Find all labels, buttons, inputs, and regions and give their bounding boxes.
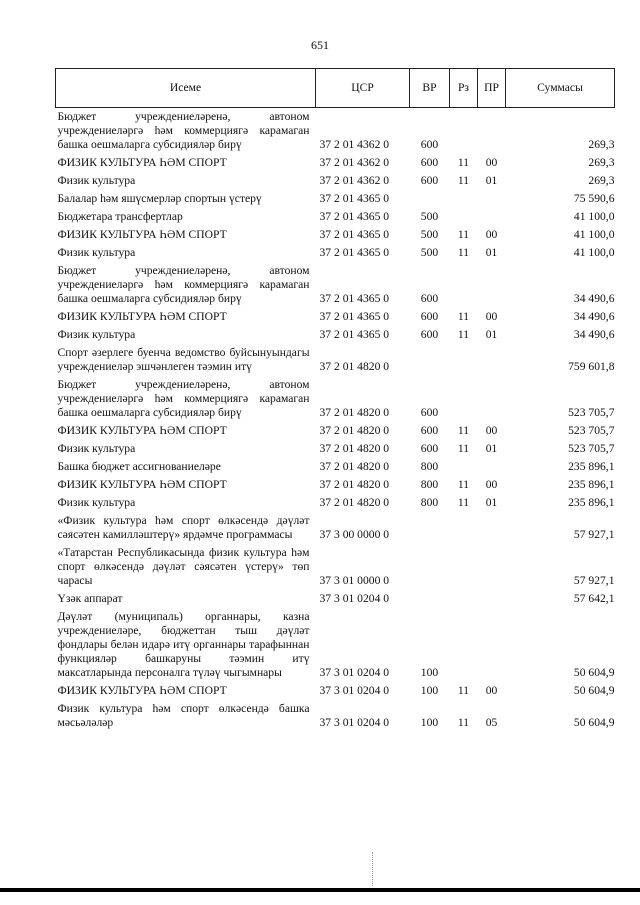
- cell-pr: [478, 608, 506, 682]
- table-row: [56, 512, 615, 544]
- cell-name: Спорт әзерлеге буенча ведомство буйсынуындагы учреждениеләр эшчәнлеген тәэмин итү: [57, 346, 310, 373]
- cell-vr: 500: [420, 246, 439, 259]
- cell-name: ФИЗИК КУЛЬТУРА ҺӘМ СПОРТ: [57, 228, 227, 241]
- cell-rz: 11: [457, 156, 470, 169]
- table-row: [56, 700, 615, 732]
- cell-pr: 00: [485, 478, 498, 491]
- cell-rz: 11: [457, 246, 470, 259]
- page-number: 651: [311, 38, 329, 52]
- cell-pr: [478, 376, 506, 422]
- cell-csr: 37 2 01 4365 0: [319, 228, 390, 241]
- cell-vr: 100: [420, 666, 439, 679]
- page-bottom-border: [0, 888, 640, 892]
- cell-csr: 37 2 01 4365 0: [319, 292, 390, 305]
- cell-pr: 01: [485, 328, 498, 341]
- cell-csr: 37 2 01 4820 0: [319, 360, 390, 373]
- cell-vr: 600: [420, 138, 439, 151]
- cell-pr: [478, 208, 506, 226]
- cell-sum: 523 705,7: [568, 442, 615, 455]
- cell-pr: 00: [485, 228, 498, 241]
- cell-name: Балалар һәм яшүсмерләр спортын үстерү: [57, 192, 262, 205]
- cell-name: Үзәк аппарат: [57, 592, 123, 605]
- cell-rz: [450, 108, 478, 155]
- cell-vr: 800: [420, 478, 439, 491]
- budget-table: [55, 68, 615, 732]
- header-pr: ПР: [478, 69, 506, 108]
- table-row: [56, 682, 615, 700]
- cell-rz: 11: [457, 496, 470, 509]
- cell-vr: 100: [420, 716, 439, 729]
- cell-sum: 50 604,9: [573, 684, 615, 697]
- cell-sum: 269,3: [588, 174, 615, 187]
- cell-rz: [450, 190, 478, 208]
- cell-name: Физик культура: [57, 496, 136, 509]
- cell-name: Физик культура һәм спорт өлкәсендә башка мәсьәләләр: [57, 702, 310, 729]
- header-name: Исеме: [56, 69, 316, 108]
- cell-name: Дәүләт (муниципаль) органнары, казна учреждениеләре, бюджеттан тыш дәүләт фондлары белән идарә итү органнары тарафыннан функцияләр башкаруны тәэмин итү максатларында персоналга түләү чыгымнары: [57, 610, 310, 679]
- cell-name: Бюджет учреждениеләренә, автоном учреждениеләргә һәм коммерциягә карамаган башка оешмаларга субсидияләр бирү: [57, 110, 310, 151]
- cell-csr: 37 2 01 4820 0: [319, 406, 390, 419]
- table-row: [56, 190, 615, 208]
- cell-vr: [410, 590, 450, 608]
- table-row: [56, 308, 615, 326]
- cell-pr: [478, 544, 506, 590]
- table-body: [56, 108, 615, 733]
- cell-name: Физик культура: [57, 442, 136, 455]
- cell-csr: 37 2 01 4365 0: [319, 328, 390, 341]
- cell-csr: 37 2 01 4820 0: [319, 424, 390, 437]
- cell-csr: 37 3 00 0000 0: [319, 528, 390, 541]
- cell-csr: 37 3 01 0204 0: [319, 716, 390, 729]
- cell-sum: 269,3: [588, 156, 615, 169]
- cell-rz: [450, 376, 478, 422]
- cell-pr: 01: [485, 246, 498, 259]
- cell-rz: [450, 344, 478, 376]
- cell-pr: 01: [485, 174, 498, 187]
- cell-csr: 37 3 01 0000 0: [319, 574, 390, 587]
- cell-sum: 57 927,1: [573, 528, 615, 541]
- cell-vr: 600: [420, 328, 439, 341]
- cell-sum: 57 927,1: [573, 574, 615, 587]
- cell-name: ФИЗИК КУЛЬТУРА ҺӘМ СПОРТ: [57, 424, 227, 437]
- table-row: [56, 494, 615, 512]
- table-row: [56, 262, 615, 308]
- cell-vr: 600: [420, 156, 439, 169]
- cell-pr: 00: [485, 684, 498, 697]
- cell-pr: 00: [485, 156, 498, 169]
- table-row: [56, 244, 615, 262]
- cell-rz: 11: [457, 328, 470, 341]
- cell-vr: 600: [420, 174, 439, 187]
- cell-pr: 01: [485, 496, 498, 509]
- cell-name: ФИЗИК КУЛЬТУРА ҺӘМ СПОРТ: [57, 478, 227, 491]
- cell-csr: 37 2 01 4362 0: [319, 174, 390, 187]
- cell-name: Физик культура: [57, 246, 136, 259]
- table-row: [56, 422, 615, 440]
- table-row: [56, 226, 615, 244]
- table-row: [56, 590, 615, 608]
- cell-sum: 75 590,6: [573, 192, 615, 205]
- cell-sum: 235 896,1: [568, 460, 615, 473]
- table-row: [56, 544, 615, 590]
- table-row: [56, 440, 615, 458]
- cell-pr: [478, 512, 506, 544]
- cell-vr: [410, 344, 450, 376]
- cell-pr: [478, 108, 506, 155]
- cell-rz: [450, 208, 478, 226]
- header-sum: Суммасы: [506, 69, 615, 108]
- cell-csr: 37 2 01 4365 0: [319, 246, 390, 259]
- cell-rz: [450, 590, 478, 608]
- cell-vr: 600: [420, 310, 439, 323]
- cell-name: Бюджетара трансфертлар: [57, 210, 183, 223]
- table-row: [56, 458, 615, 476]
- cell-sum: 34 490,6: [573, 310, 615, 323]
- cell-rz: [450, 608, 478, 682]
- cell-pr: 00: [485, 424, 498, 437]
- cell-pr: 05: [485, 716, 498, 729]
- cell-sum: 523 705,7: [568, 424, 615, 437]
- cell-csr: 37 2 01 4365 0: [319, 192, 390, 205]
- cell-rz: 11: [457, 442, 470, 455]
- cell-name: Бюджет учреждениеләренә, автоном учреждениеләргә һәм коммерциягә карамаган башка оешмаларга субсидияләр бирү: [57, 264, 310, 305]
- cell-vr: 100: [420, 684, 439, 697]
- cell-sum: 523 705,7: [568, 406, 615, 419]
- cell-csr: 37 2 01 4820 0: [319, 460, 390, 473]
- cell-rz: [450, 262, 478, 308]
- cell-csr: 37 2 01 4362 0: [319, 156, 390, 169]
- cell-vr: [410, 190, 450, 208]
- table-row: [56, 608, 615, 682]
- cell-csr: 37 2 01 4365 0: [319, 210, 390, 223]
- cell-vr: 800: [420, 496, 439, 509]
- cell-csr: 37 2 01 4820 0: [319, 442, 390, 455]
- cell-sum: 57 642,1: [573, 592, 615, 605]
- cell-csr: 37 3 01 0204 0: [319, 666, 390, 679]
- cell-pr: [478, 262, 506, 308]
- cell-name: Физик культура: [57, 328, 136, 341]
- cell-csr: 37 2 01 4365 0: [319, 310, 390, 323]
- cell-sum: 235 896,1: [568, 496, 615, 509]
- cell-rz: 11: [457, 478, 470, 491]
- cell-rz: [450, 458, 478, 476]
- table-header-row: [56, 69, 615, 108]
- cell-pr: [478, 590, 506, 608]
- cell-vr: 600: [420, 442, 439, 455]
- cell-sum: 50 604,9: [573, 716, 615, 729]
- header-vr: ВР: [410, 69, 450, 108]
- cell-vr: [410, 512, 450, 544]
- cell-vr: 500: [420, 210, 439, 223]
- cell-rz: 11: [457, 716, 470, 729]
- cell-sum: 34 490,6: [573, 292, 615, 305]
- cell-name: Физик культура: [57, 174, 136, 187]
- table-row: [56, 376, 615, 422]
- cell-vr: 600: [420, 424, 439, 437]
- cell-csr: 37 3 01 0204 0: [319, 684, 390, 697]
- table-row: [56, 154, 615, 172]
- cell-sum: 34 490,6: [573, 328, 615, 341]
- cell-rz: 11: [457, 174, 470, 187]
- table-row: [56, 344, 615, 376]
- cell-pr: 00: [485, 310, 498, 323]
- table-row: [56, 172, 615, 190]
- cell-vr: 600: [420, 292, 439, 305]
- cell-sum: 269,3: [588, 138, 615, 151]
- cell-name: «Татарстан Республикасында физик культура һәм спорт өлкәсендә дәүләт сәясәтен үстерү» төп чарасы: [57, 546, 310, 587]
- scan-artifact: [372, 852, 374, 886]
- cell-rz: 11: [457, 228, 470, 241]
- cell-sum: 235 896,1: [568, 478, 615, 491]
- table-row: [56, 108, 615, 155]
- cell-sum: 50 604,9: [573, 666, 615, 679]
- cell-rz: 11: [457, 424, 470, 437]
- table-row: [56, 326, 615, 344]
- cell-vr: 800: [420, 460, 439, 473]
- cell-csr: 37 2 01 4820 0: [319, 478, 390, 491]
- cell-rz: 11: [457, 684, 470, 697]
- cell-sum: 41 100,0: [573, 210, 615, 223]
- cell-vr: 600: [420, 406, 439, 419]
- cell-pr: [478, 344, 506, 376]
- cell-pr: [478, 458, 506, 476]
- cell-csr: 37 2 01 4820 0: [319, 496, 390, 509]
- header-csr: ЦСР: [316, 69, 410, 108]
- cell-vr: 500: [420, 228, 439, 241]
- cell-name: Башка бюджет ассигнованиеләре: [57, 460, 221, 473]
- cell-name: ФИЗИК КУЛЬТУРА ҺӘМ СПОРТ: [57, 310, 227, 323]
- cell-name: «Физик культура һәм спорт өлкәсендә дәүләт сәясәтен камилләштерү» ярдәмче программасы: [57, 514, 310, 541]
- cell-rz: [450, 544, 478, 590]
- cell-sum: 41 100,0: [573, 228, 615, 241]
- cell-name: ФИЗИК КУЛЬТУРА ҺӘМ СПОРТ: [57, 156, 227, 169]
- cell-name: ФИЗИК КУЛЬТУРА ҺӘМ СПОРТ: [57, 684, 227, 697]
- header-rz: Рз: [450, 69, 478, 108]
- table-row: [56, 208, 615, 226]
- cell-rz: 11: [457, 310, 470, 323]
- cell-csr: 37 3 01 0204 0: [319, 592, 390, 605]
- cell-rz: [450, 512, 478, 544]
- cell-vr: [410, 544, 450, 590]
- cell-pr: [478, 190, 506, 208]
- cell-sum: 759 601,8: [568, 360, 615, 373]
- table-row: [56, 476, 615, 494]
- cell-sum: 41 100,0: [573, 246, 615, 259]
- cell-name: Бюджет учреждениеләренә, автоном учреждениеләргә һәм коммерциягә карамаган башка оешмаларга субсидияләр бирү: [57, 378, 310, 419]
- cell-csr: 37 2 01 4362 0: [319, 138, 390, 151]
- budget-table-container: [55, 68, 614, 732]
- cell-pr: 01: [485, 442, 498, 455]
